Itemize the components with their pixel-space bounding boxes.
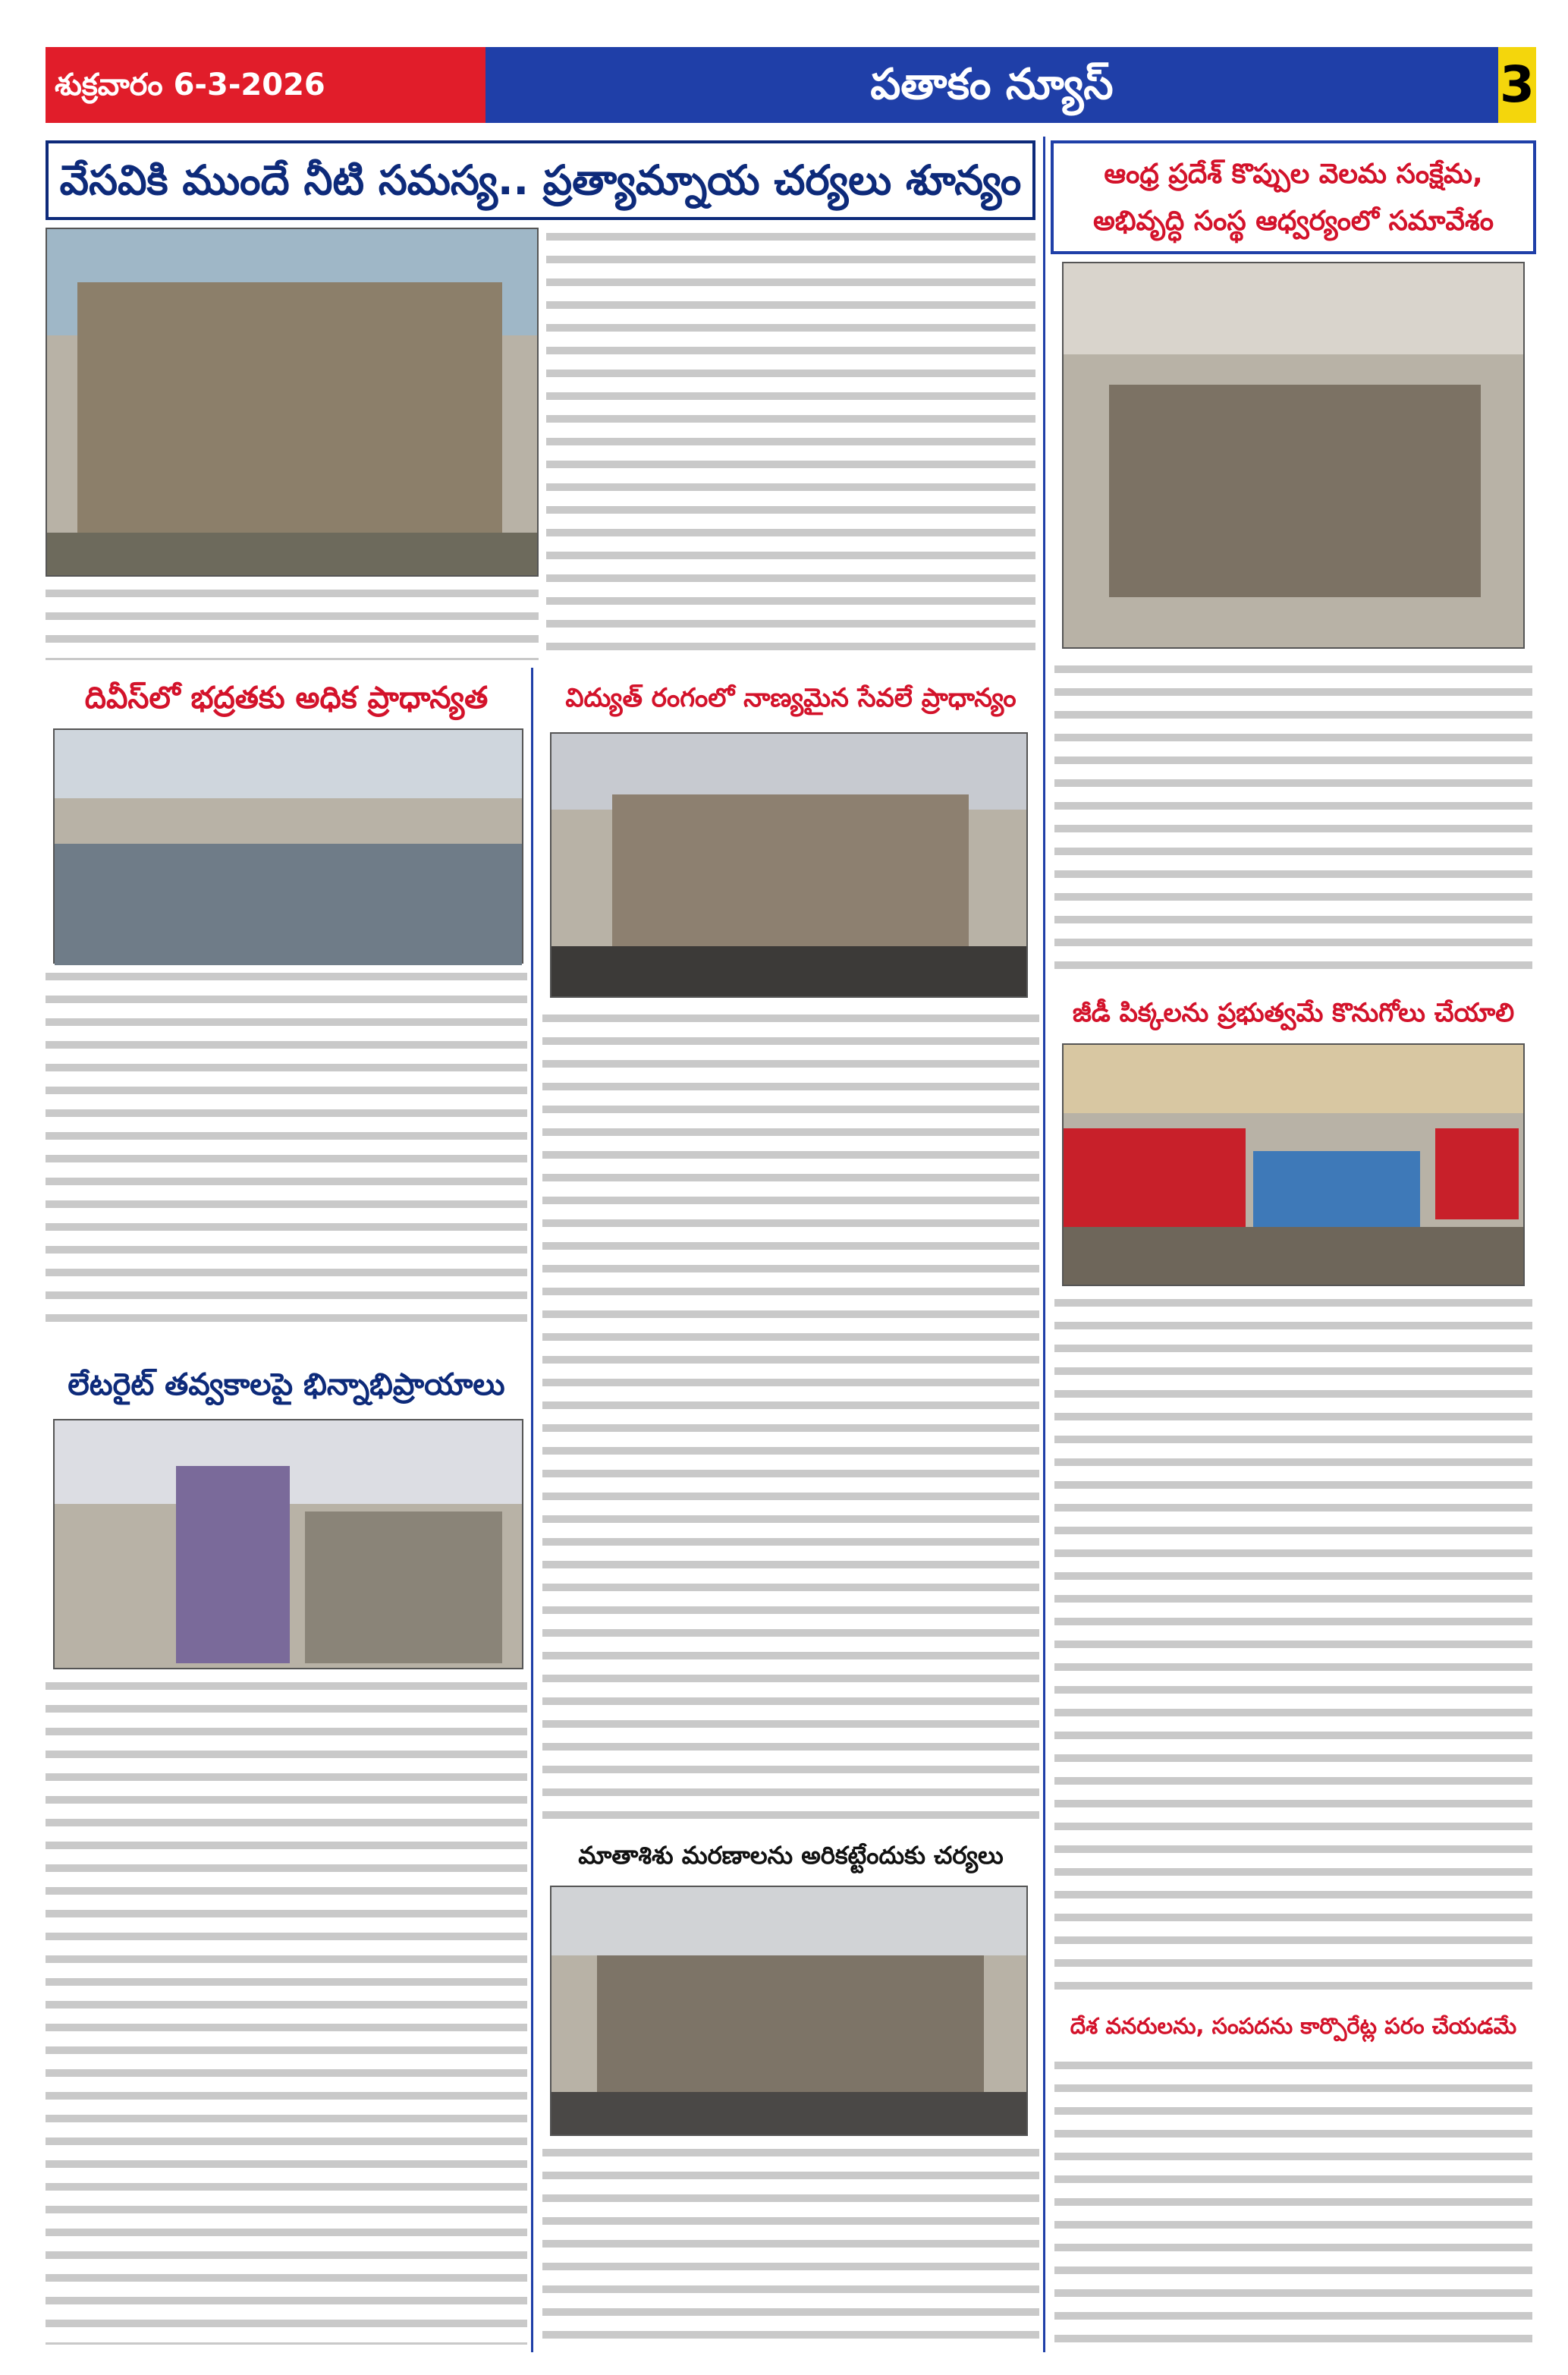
gd-headline-box <box>1051 986 1536 1040</box>
laterite-photo <box>53 1419 523 1669</box>
resources-headline-box <box>1051 1999 1536 2053</box>
maternal-photo <box>550 1886 1028 2136</box>
koppula-headline-line2: అభివృద్ధి సంస్థ ఆధ్వర్యంలో సమావేశం <box>1092 206 1494 237</box>
koppula-photo <box>1062 262 1525 649</box>
water-headline-box <box>46 140 1035 220</box>
page-number: 3 <box>1500 55 1535 114</box>
power-photo <box>550 732 1028 998</box>
laterite-headline-box <box>46 1358 527 1411</box>
gd-photo <box>1062 1043 1525 1286</box>
power-body <box>542 1009 1039 1829</box>
maternal-headline: మాతాశిశు మరణాలను అరికట్టేందుకు చర్యలు <box>578 1841 1004 1870</box>
resources-body <box>1054 2056 1532 2348</box>
masthead-title: పతాకం న్యూస్ <box>870 60 1114 109</box>
divis-headline-box <box>46 668 527 728</box>
column-rule <box>531 668 533 2352</box>
masthead-date: శుక్రవారం 6-3-2026 <box>55 68 325 102</box>
laterite-headline: లేటరైట్ తవ్వకాలపై భిన్నాభిప్రాయాలు <box>68 1367 505 1402</box>
resources-headline: దేశ వనరులను, సంపదను కార్పొరేట్ల పరం చేయడమే <box>1070 2013 1517 2039</box>
divis-photo <box>53 728 523 964</box>
koppula-headline-box <box>1051 140 1536 254</box>
divis-body <box>46 967 527 1332</box>
power-headline: విద్యుత్ రంగంలో నాణ్యమైన సేవలే ప్రాధాన్యం <box>565 683 1017 713</box>
water-body <box>546 228 1035 660</box>
water-photo <box>46 228 539 577</box>
maternal-headline-box <box>542 1829 1039 1882</box>
maternal-body <box>542 2144 1039 2348</box>
koppula-headline-line1: ఆంధ్ర ప్రదేశ్ కొప్పుల వెలమ సంక్షేమ, <box>1104 159 1483 190</box>
gd-headline: జీడీ పిక్కలను ప్రభుత్వమే కొనుగోలు చేయాలి <box>1072 998 1515 1028</box>
gd-body <box>1054 1294 1532 1992</box>
column-rule <box>1043 137 1045 2352</box>
water-caption <box>46 584 539 660</box>
power-headline-box <box>542 668 1039 728</box>
koppula-body <box>1054 660 1532 971</box>
divis-headline: దివీస్‌లో భద్రతకు అధిక ప్రాధాన్యత <box>84 681 489 716</box>
laterite-body <box>46 1677 527 2345</box>
water-headline: వేసవికి ముందే నీటి సమస్య.. ప్రత్యామ్నాయ చర్యలు శూన్యం <box>59 156 1022 204</box>
